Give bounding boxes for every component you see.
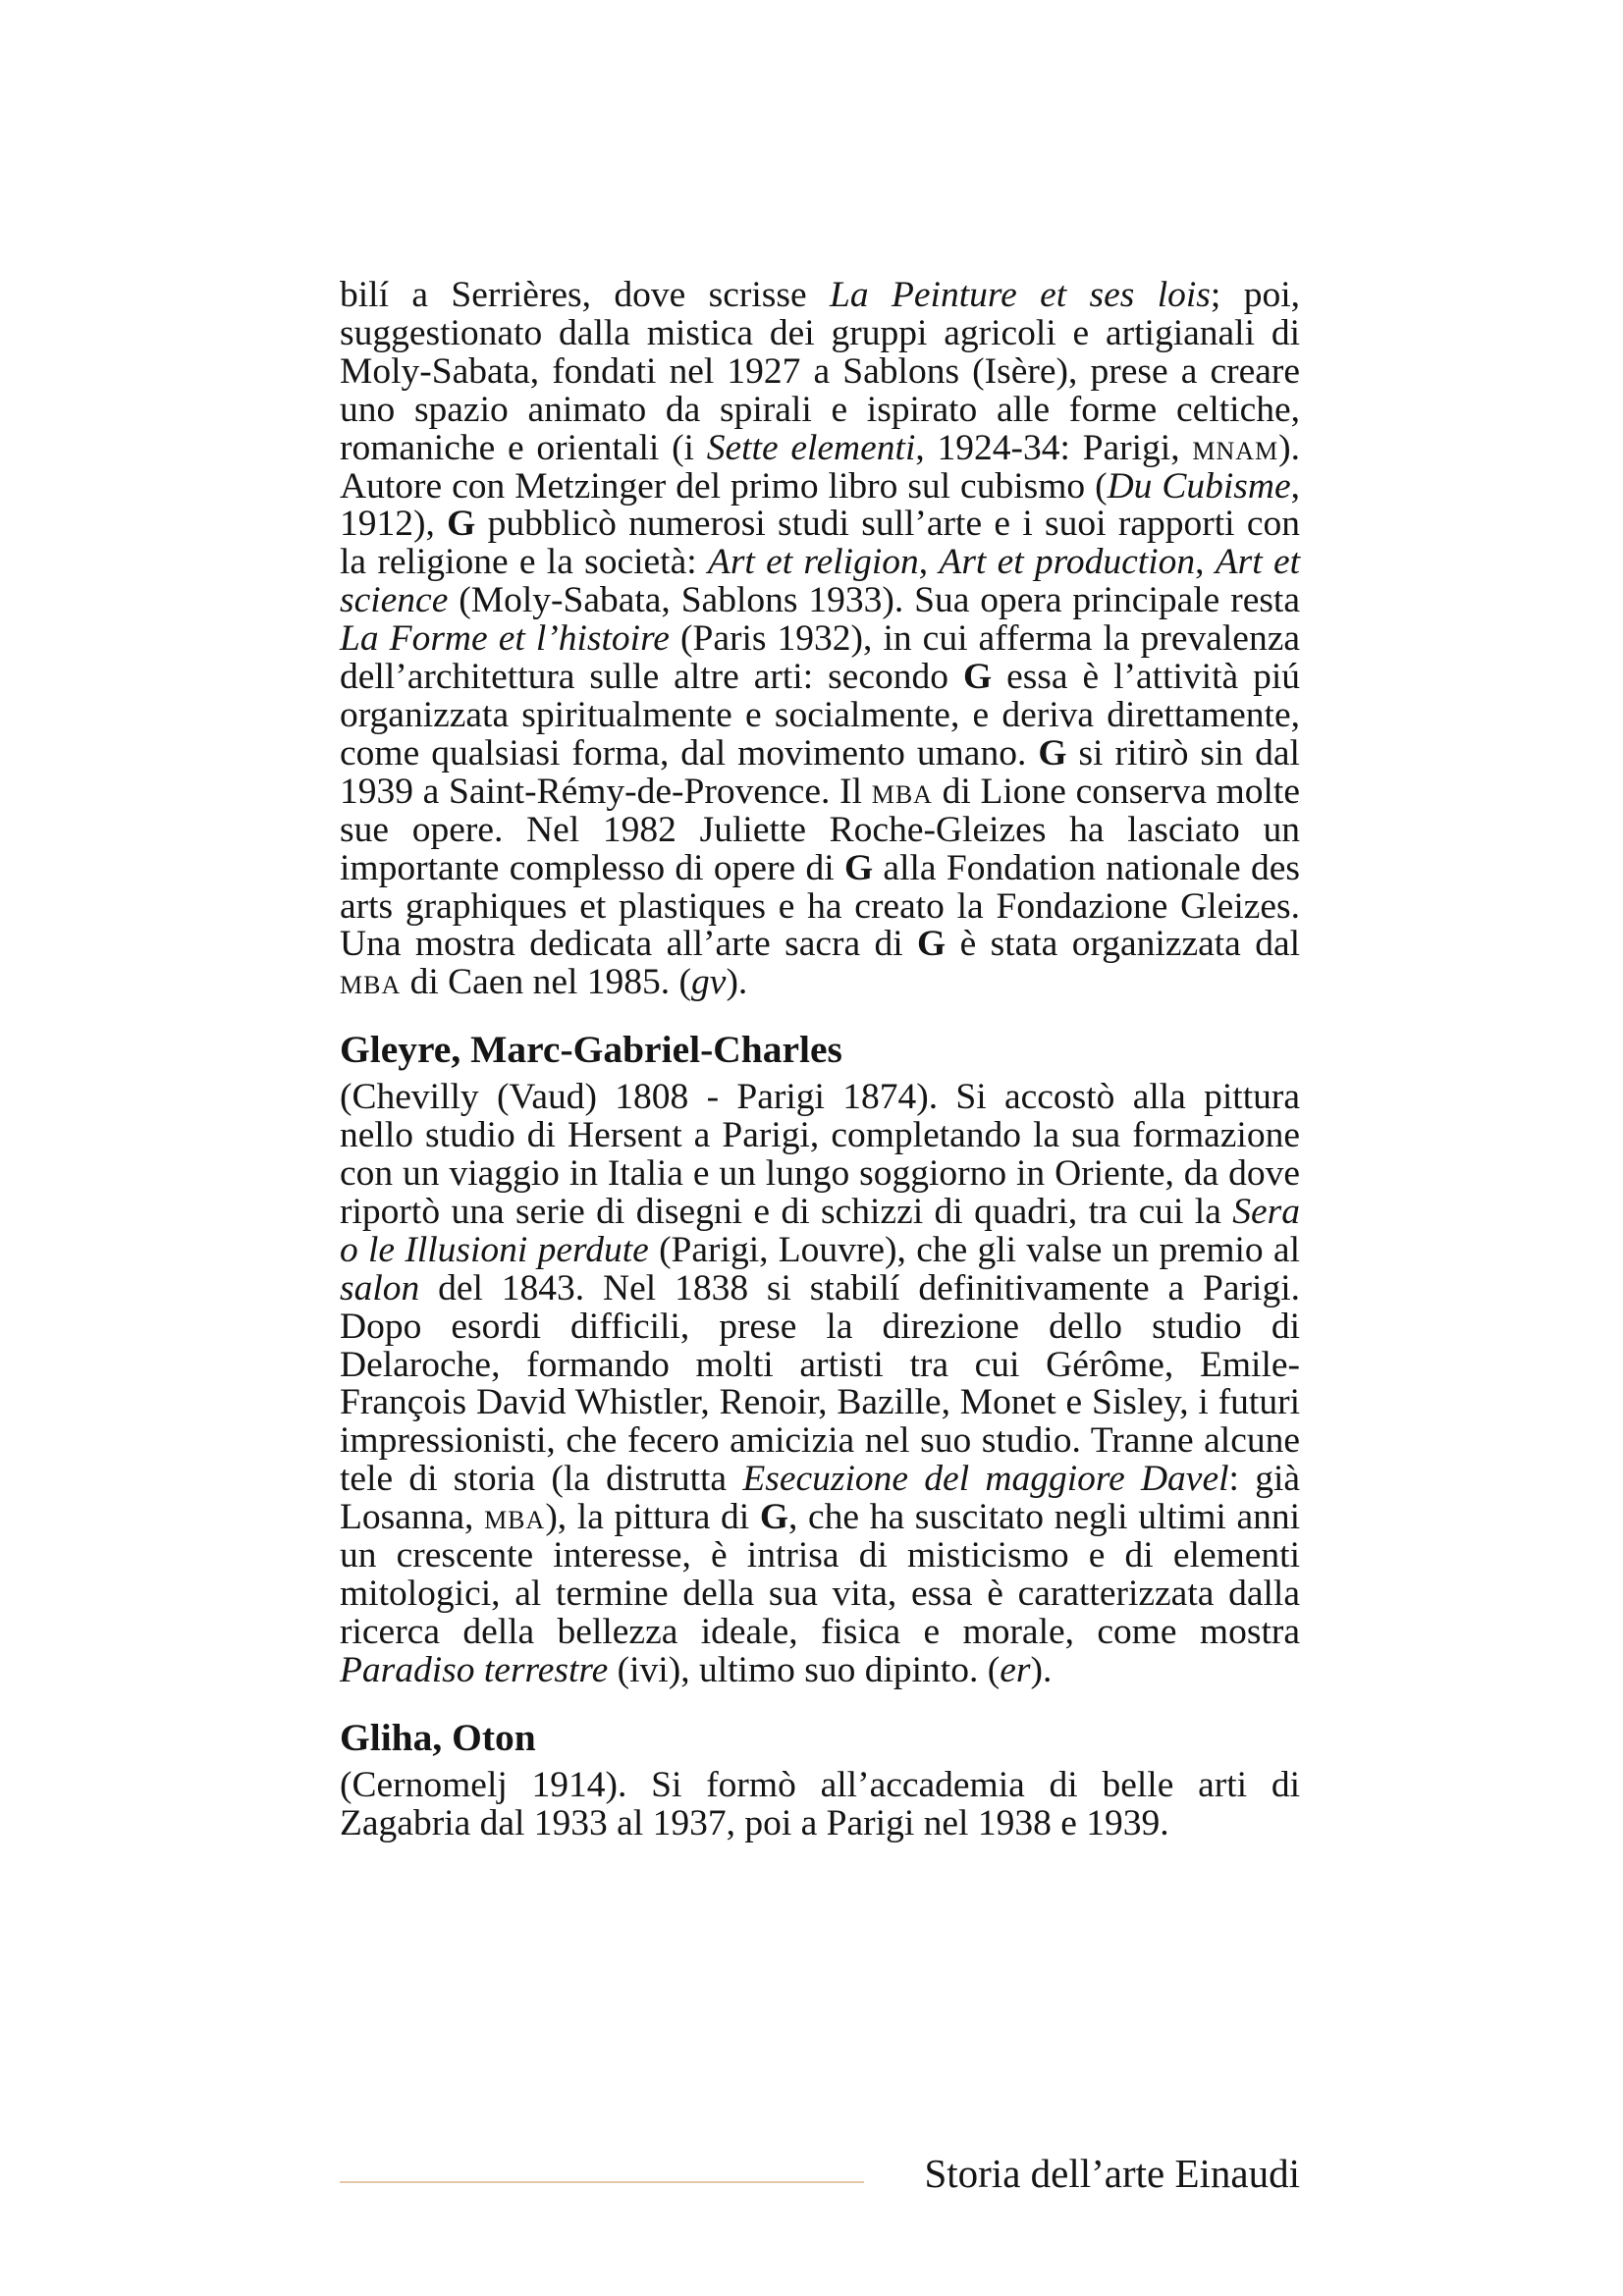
footer-divider	[340, 2181, 864, 2183]
entry-title-gleyre: Gleyre, Marc-Gabriel-Charles	[340, 1028, 842, 1072]
entry-title-gliha: Gliha, Oton	[340, 1715, 536, 1759]
entry-body-gliha: (Cernomelj 1914). Si formò all’accademia di belle arti di Zagabria dal 1933 al 1937, poi a Parigi nel 1938 e 1939.	[340, 1764, 1300, 1843]
footer-title: Storia dell’arte Einaudi	[924, 2151, 1300, 2196]
entry-body-gleyre: (Chevilly (Vaud) 1808 - Parigi 1874). Si accostò alla pittura nello studio di Hersent a Parigi, completando la sua formazione con un viaggio in Italia e un lungo soggiorno in Oriente, da dove riportò una serie di disegni e di schizzi di quadri, tra cui la Sera o le Illusioni perdute (Parigi, Louvre), che gli valse un premio al salon del 1843. Nel 1838 si stabilí definitivamente a Parigi. Dopo esordi difficili, prese la direzione dello studio di Delaroche, formando molti artisti tra cui Gérôme, Emile-François David Whistler, Renoir, Bazille, Monet e Sisley, i futuri impressionisti, che fecero amicizia nel suo studio. Tranne alcune tele di storia (la distrutta Esecuzione del maggiore Davel: già Losanna, mba), la pittura di G, che ha suscitato negli ultimi anni un crescente interesse, è intrisa di misticismo e di elementi mitologici, al termine della sua vita, essa è caratterizzata dalla ricerca della bellezza ideale, fisica e morale, come mostra Paradiso terrestre (ivi), ultimo suo dipinto. (er).	[340, 1077, 1301, 1690]
text-column	[340, 277, 1300, 1843]
paragraph-gleizes-continued: bilí a Serrières, dove scrisse La Peinture et ses lois; poi, suggestionato dalla mistica dei gruppi agricoli e artigianali di Moly-Sabata, fondati nel 1927 a Sablons (Isère), prese a creare uno spazio animato da spirali e ispirato alle forme celtiche, romaniche e orientali (i Sette elementi, 1924-34: Parigi, mnam). Autore con Metzinger del primo libro sul cubismo (Du Cubisme, 1912), G pubblicò numerosi studi sull’arte e i suoi rapporti con la religione e la società: Art et religion, Art et production, Art et science (Moly-Sabata, Sablons 1933). Sua opera principale resta La Forme et l’histoire (Paris 1932), in cui afferma la prevalenza dell’architettura sulle altre arti: secondo G essa è l’attività piú organizzata spiritualmente e socialmente, e deriva direttamente, come qualsiasi forma, dal movimento umano. G si ritirò sin dal 1939 a Saint-Rémy-de-Provence. Il mba di Lione conserva molte sue opere. Nel 1982 Juliette Roche-Gleizes ha lasciato un importante complesso di opere di G alla Fondation nationale des arts graphiques et plastiques e ha creato la Fondazione Gleizes. Una mostra dedicata all’arte sacra di G è stata organizzata dal mba di Caen nel 1985. (gv).	[340, 275, 1301, 1003]
